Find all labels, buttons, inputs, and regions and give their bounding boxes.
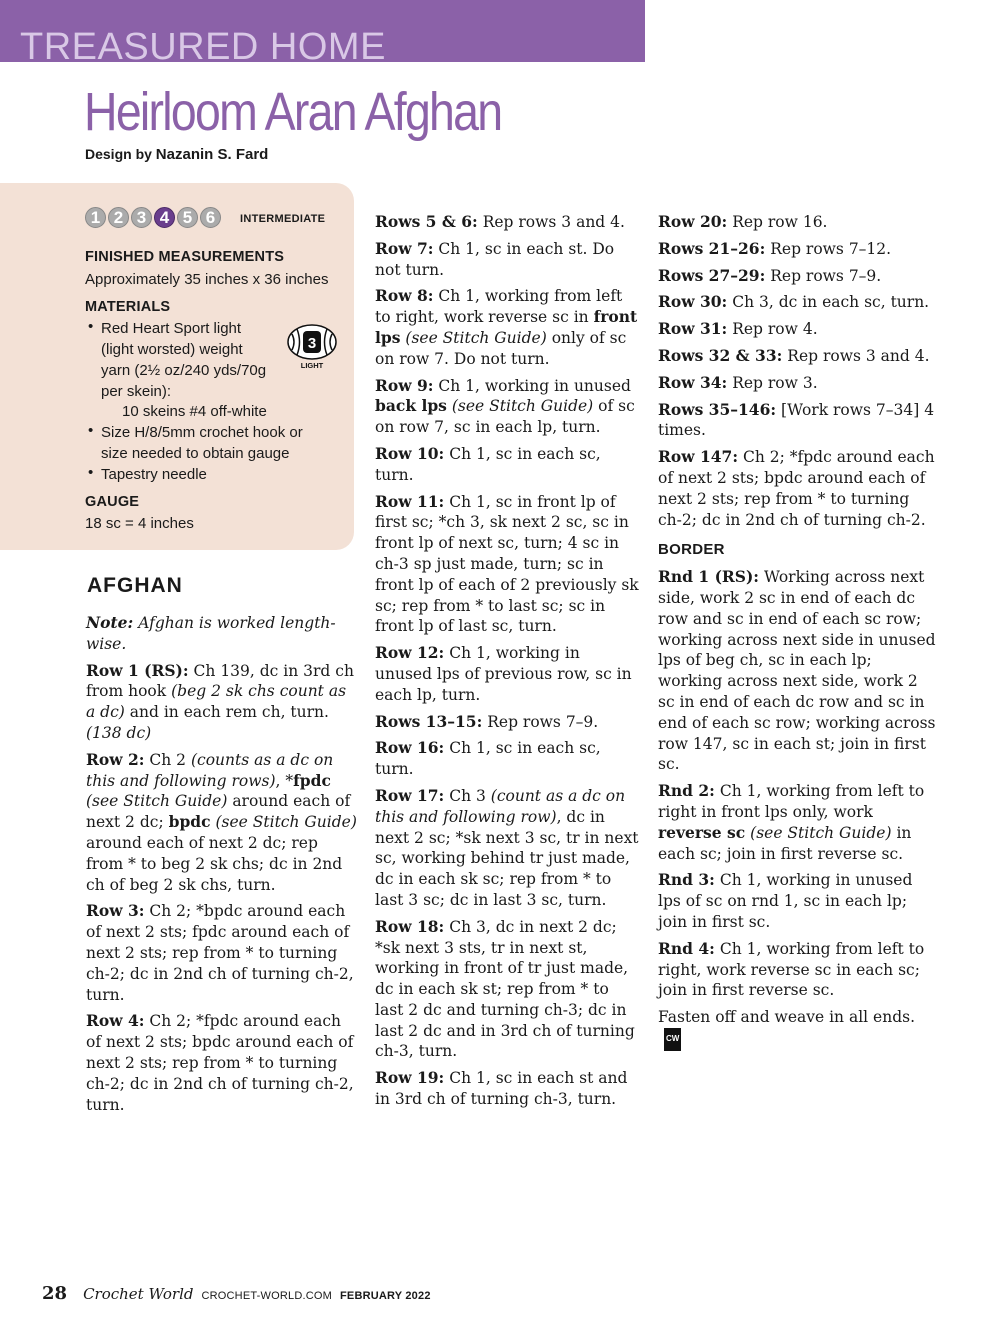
row-2: Row 2: Ch 2 (counts as a dc on this and following rows), *fpdc (see Stitch Guide) around each of next 2 dc; bpdc (see Stitch Guide) around each of next 2 dc; rep from * to beg 2 sk chs; dc in 2nd ch of beg 2 sk chs, turn.	[86, 749, 357, 894]
bullet-icon: •	[88, 422, 94, 439]
yarn-line-2: (light worsted) weight	[101, 341, 243, 358]
rnd-4: Rnd 4: Ch 1, working from left to right, work reverse sc in each sc; join in first reverse sc.	[658, 938, 925, 1000]
row-30: Row 30: Ch 3, dc in each sc, turn.	[658, 292, 930, 312]
row-31: Row 31: Rep row 4.	[658, 319, 818, 339]
yarn-weight-label: LIGHT	[300, 361, 324, 370]
row-9: Row 9: Ch 1, working in unused back lps (see Stitch Guide) of sc on row 7, sc in each lp, turn.	[375, 375, 635, 437]
rnd-1: Rnd 1 (RS): Working across next side, work 2 sc in end of each dc row and sc in end of each sc row; working across next side in unused lps of beg ch, sc in each lp; working across next side, work 2 sc in end of each dc row and sc in end of each sc row; working across row 147, sc in each st; join in first sc.	[658, 567, 936, 774]
row-8: Row 8: Ch 1, working from left to right, work reverse sc in front lps (see Stitch Guide) only of sc on row 7. Do not turn.	[375, 286, 638, 368]
hook-line-2: size needed to obtain gauge	[101, 445, 290, 462]
row-17: Row 17: Ch 3 (count as a dc on this and following row), dc in next 2 sc; *sk next 3 sc, tr in next sc, working behind tr just made, dc in each sk sc; rep from * to last 3 sc; dc in last 3 sc, turn.	[375, 785, 639, 909]
section-label: TREASURED HOME	[20, 26, 386, 68]
skill-level-label: INTERMEDIATE	[240, 213, 326, 225]
note: Note: Afghan is worked length-wise.	[86, 613, 336, 653]
row-147: Row 147: Ch 2; *fpdc around each of next 2 sts; bpdc around each of next 2 sts; rep from * to turning ch-2; dc in 2nd ch of turning ch-2.	[658, 447, 935, 529]
level-1-icon: 1	[85, 207, 106, 228]
row-10: Row 10: Ch 1, sc in each sc, turn.	[375, 443, 601, 484]
cw-end-mark-icon: CW	[664, 1028, 681, 1051]
rows-32-33: Rows 32 & 33: Rep rows 3 and 4.	[658, 345, 930, 365]
designer-name: Nazanin S. Fard	[155, 146, 269, 163]
gauge-heading: GAUGE	[85, 494, 140, 510]
row-34: Row 34: Rep row 3.	[658, 372, 818, 392]
row-7: Row 7: Ch 1, sc in each st. Do not turn.	[375, 238, 615, 279]
magazine-name: Crochet World	[83, 1285, 194, 1303]
row-12: Row 12: Ch 1, working in unused lps of previous row, sc in each lp, turn.	[375, 643, 632, 704]
rnd-2: Rnd 2: Ch 1, working from left to right in front lps only, work reverse sc (see Stitch Guide) in each sc; join in first reverse sc.	[658, 781, 925, 863]
instructions-column-3	[658, 212, 938, 1057]
page-footer	[42, 1283, 431, 1304]
rows-5-6: Rows 5 & 6: Rep rows 3 and 4.	[375, 212, 625, 231]
yarn-weight-icon	[286, 322, 338, 370]
row-19: Row 19: Ch 1, sc in each st and in 3rd ch of turning ch-3, turn.	[375, 1068, 628, 1109]
instructions-column-1	[86, 613, 358, 1121]
finished-heading: FINISHED MEASUREMENTS	[85, 249, 285, 265]
page-title: Heirloom Aran Afghan	[84, 82, 502, 142]
byline-prefix: Design by	[85, 146, 156, 162]
gauge-text: 18 sc = 4 inches	[85, 515, 194, 532]
rows-13-15: Rows 13–15: Rep rows 7–9.	[375, 711, 599, 731]
skill-level-icons	[85, 207, 221, 228]
border-heading: BORDER	[658, 541, 725, 559]
instructions-column-2	[375, 212, 641, 1116]
byline	[85, 146, 268, 163]
bullet-icon: •	[88, 318, 94, 335]
rows-27-29: Rows 27–29: Rep rows 7–9.	[658, 265, 882, 285]
yarn-line-4: per skein):	[101, 383, 172, 400]
finished-text: Approximately 35 inches x 36 inches	[85, 271, 329, 288]
needle-line: Tapestry needle	[101, 466, 207, 483]
bullet-icon: •	[88, 464, 94, 481]
issue-date: FEBRUARY 2022	[340, 1290, 431, 1302]
page-number: 28	[42, 1283, 68, 1304]
afghan-heading: AFGHAN	[87, 574, 183, 597]
yarn-line-3: yarn (2½ oz/240 yds/70g	[101, 362, 267, 379]
hook-line-1: Size H/8/5mm crochet hook or	[101, 424, 303, 441]
level-2-icon: 2	[108, 207, 129, 228]
row-11: Row 11: Ch 1, sc in front lp of first sc; *ch 3, sk next 2 sc, sc in front lp of next sc, turn; 4 sc in ch-3 sp just made, turn; sc in front lp of each of 2 previously sk sc; rep from * to last sc; sc in front lp of last sc, turn.	[375, 491, 639, 636]
level-6-icon: 6	[200, 207, 221, 228]
level-5-icon: 5	[177, 207, 198, 228]
level-4-icon: 4	[154, 207, 175, 228]
row-1: Row 1 (RS): Ch 139, dc in 3rd ch from hook (beg 2 sk chs count as a dc) and in each rem ch, turn. (138 dc)	[86, 660, 354, 742]
section-banner	[0, 0, 645, 68]
website: CROCHET-WORLD.COM	[201, 1290, 332, 1302]
materials-heading: MATERIALS	[85, 299, 171, 315]
rows-35-146: Rows 35–146: [Work rows 7–34] 4 times.	[658, 399, 935, 440]
yarn-line-1: Red Heart Sport light	[101, 320, 242, 337]
rnd-3: Rnd 3: Ch 1, working in unused lps of sc on rnd 1, sc in each lp; join in first sc.	[658, 870, 913, 931]
row-18: Row 18: Ch 3, dc in next 2 dc; *sk next 3 sts, tr in next st, working in front of tr just made, dc in each sk st; rep from * to last 2 dc and turning ch-3; dc in last 2 dc and in 3rd ch of turning ch-3, turn.	[375, 916, 635, 1061]
row-3: Row 3: Ch 2; *bpdc around each of next 2 sts; fpdc around each of next 2 sts; rep from * to turning ch-2; dc in 2nd ch of turning ch-2, turn.	[86, 901, 354, 1004]
rows-21-26: Rows 21–26: Rep rows 7–12.	[658, 238, 892, 258]
level-3-icon: 3	[131, 207, 152, 228]
row-20: Row 20: Rep row 16.	[658, 212, 828, 231]
row-16: Row 16: Ch 1, sc in each sc, turn.	[375, 738, 601, 779]
yarn-quantity: 10 skeins #4 off-white	[122, 403, 267, 420]
row-4: Row 4: Ch 2; *fpdc around each of next 2 sts; bpdc around each of next 2 sts; rep from * to turning ch-2; dc in 2nd ch of turning ch-2, turn.	[86, 1011, 354, 1114]
finish-text: Fasten off and weave in all ends.CW	[658, 1007, 938, 1051]
yarn-weight-number: 3	[307, 335, 317, 352]
